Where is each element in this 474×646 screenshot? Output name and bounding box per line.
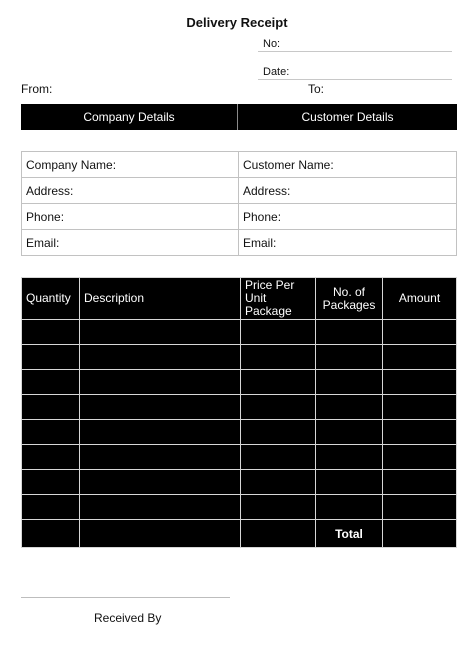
items-header-row (22, 278, 457, 320)
to-label: To: (308, 82, 325, 96)
total-label: Total (316, 520, 383, 548)
item-row (22, 495, 457, 520)
customer-details-heading: Customer Details (238, 104, 458, 130)
company-name-field[interactable]: Company Name: (22, 152, 239, 178)
date-line (258, 79, 452, 80)
price-cell[interactable] (241, 395, 316, 420)
description-cell[interactable] (80, 370, 241, 395)
details-header-bar (21, 104, 457, 130)
details-row (22, 230, 457, 256)
signature-line (21, 597, 230, 598)
quantity-cell[interactable] (22, 395, 80, 420)
packages-column-header (316, 278, 383, 320)
receipt-number-line (258, 51, 452, 52)
customer-phone-field[interactable]: Phone: (239, 204, 457, 230)
total-amount-cell[interactable] (383, 520, 457, 548)
packages-cell[interactable] (316, 445, 383, 470)
details-row (22, 204, 457, 230)
price-cell[interactable] (241, 320, 316, 345)
description-cell[interactable] (80, 320, 241, 345)
item-row (22, 345, 457, 370)
items-table (21, 277, 457, 548)
company-address-field[interactable]: Address: (22, 178, 239, 204)
description-cell[interactable] (80, 345, 241, 370)
from-label: From: (21, 82, 53, 96)
amount-cell[interactable] (383, 395, 457, 420)
quantity-cell[interactable] (22, 495, 80, 520)
packages-cell[interactable] (316, 470, 383, 495)
details-table (21, 151, 457, 256)
quantity-cell[interactable] (22, 370, 80, 395)
quantity-cell[interactable] (22, 470, 80, 495)
company-email-field[interactable]: Email: (22, 230, 239, 256)
description-cell[interactable] (80, 495, 241, 520)
packages-cell[interactable] (316, 420, 383, 445)
receipt-number-label: No: (263, 38, 281, 50)
description-cell[interactable] (80, 395, 241, 420)
packages-header-line: No. of (332, 284, 365, 299)
description-column-header: Description (80, 278, 241, 320)
packages-cell[interactable] (316, 495, 383, 520)
price-cell[interactable] (241, 445, 316, 470)
details-row (22, 152, 457, 178)
amount-column-header: Amount (383, 278, 457, 320)
amount-cell[interactable] (383, 495, 457, 520)
item-row (22, 395, 457, 420)
amount-cell[interactable] (383, 320, 457, 345)
price-cell[interactable] (241, 470, 316, 495)
amount-cell[interactable] (383, 470, 457, 495)
price-column-header (241, 278, 316, 320)
price-cell (241, 520, 316, 548)
quantity-cell[interactable] (22, 320, 80, 345)
packages-cell[interactable] (316, 370, 383, 395)
packages-cell[interactable] (316, 395, 383, 420)
item-row (22, 320, 457, 345)
amount-cell[interactable] (383, 370, 457, 395)
customer-email-field[interactable]: Email: (239, 230, 457, 256)
price-cell[interactable] (241, 370, 316, 395)
packages-cell[interactable] (316, 320, 383, 345)
amount-cell[interactable] (383, 420, 457, 445)
total-row (22, 520, 457, 548)
description-cell (80, 520, 241, 548)
packages-cell[interactable] (316, 345, 383, 370)
quantity-cell[interactable] (22, 345, 80, 370)
quantity-cell[interactable] (22, 420, 80, 445)
price-cell[interactable] (241, 420, 316, 445)
received-by-label: Received By (94, 611, 162, 625)
customer-name-field[interactable]: Customer Name: (239, 152, 457, 178)
amount-cell[interactable] (383, 345, 457, 370)
description-cell[interactable] (80, 470, 241, 495)
description-cell[interactable] (80, 420, 241, 445)
details-row (22, 178, 457, 204)
quantity-column-header: Quantity (22, 278, 80, 320)
quantity-cell (22, 520, 80, 548)
company-phone-field[interactable]: Phone: (22, 204, 239, 230)
description-cell[interactable] (80, 445, 241, 470)
item-row (22, 470, 457, 495)
document-title: Delivery Receipt (186, 15, 288, 30)
item-row (22, 445, 457, 470)
amount-cell[interactable] (383, 445, 457, 470)
quantity-cell[interactable] (22, 445, 80, 470)
date-label: Date: (263, 66, 290, 78)
price-header-line: Package (245, 304, 292, 318)
customer-address-field[interactable]: Address: (239, 178, 457, 204)
packages-header-line: Packages (322, 297, 376, 312)
company-details-heading: Company Details (21, 104, 238, 130)
item-row (22, 370, 457, 395)
price-header-line: Price Per (245, 278, 295, 292)
price-cell[interactable] (241, 495, 316, 520)
price-cell[interactable] (241, 345, 316, 370)
item-row (22, 420, 457, 445)
price-header-line: Unit (245, 291, 267, 305)
